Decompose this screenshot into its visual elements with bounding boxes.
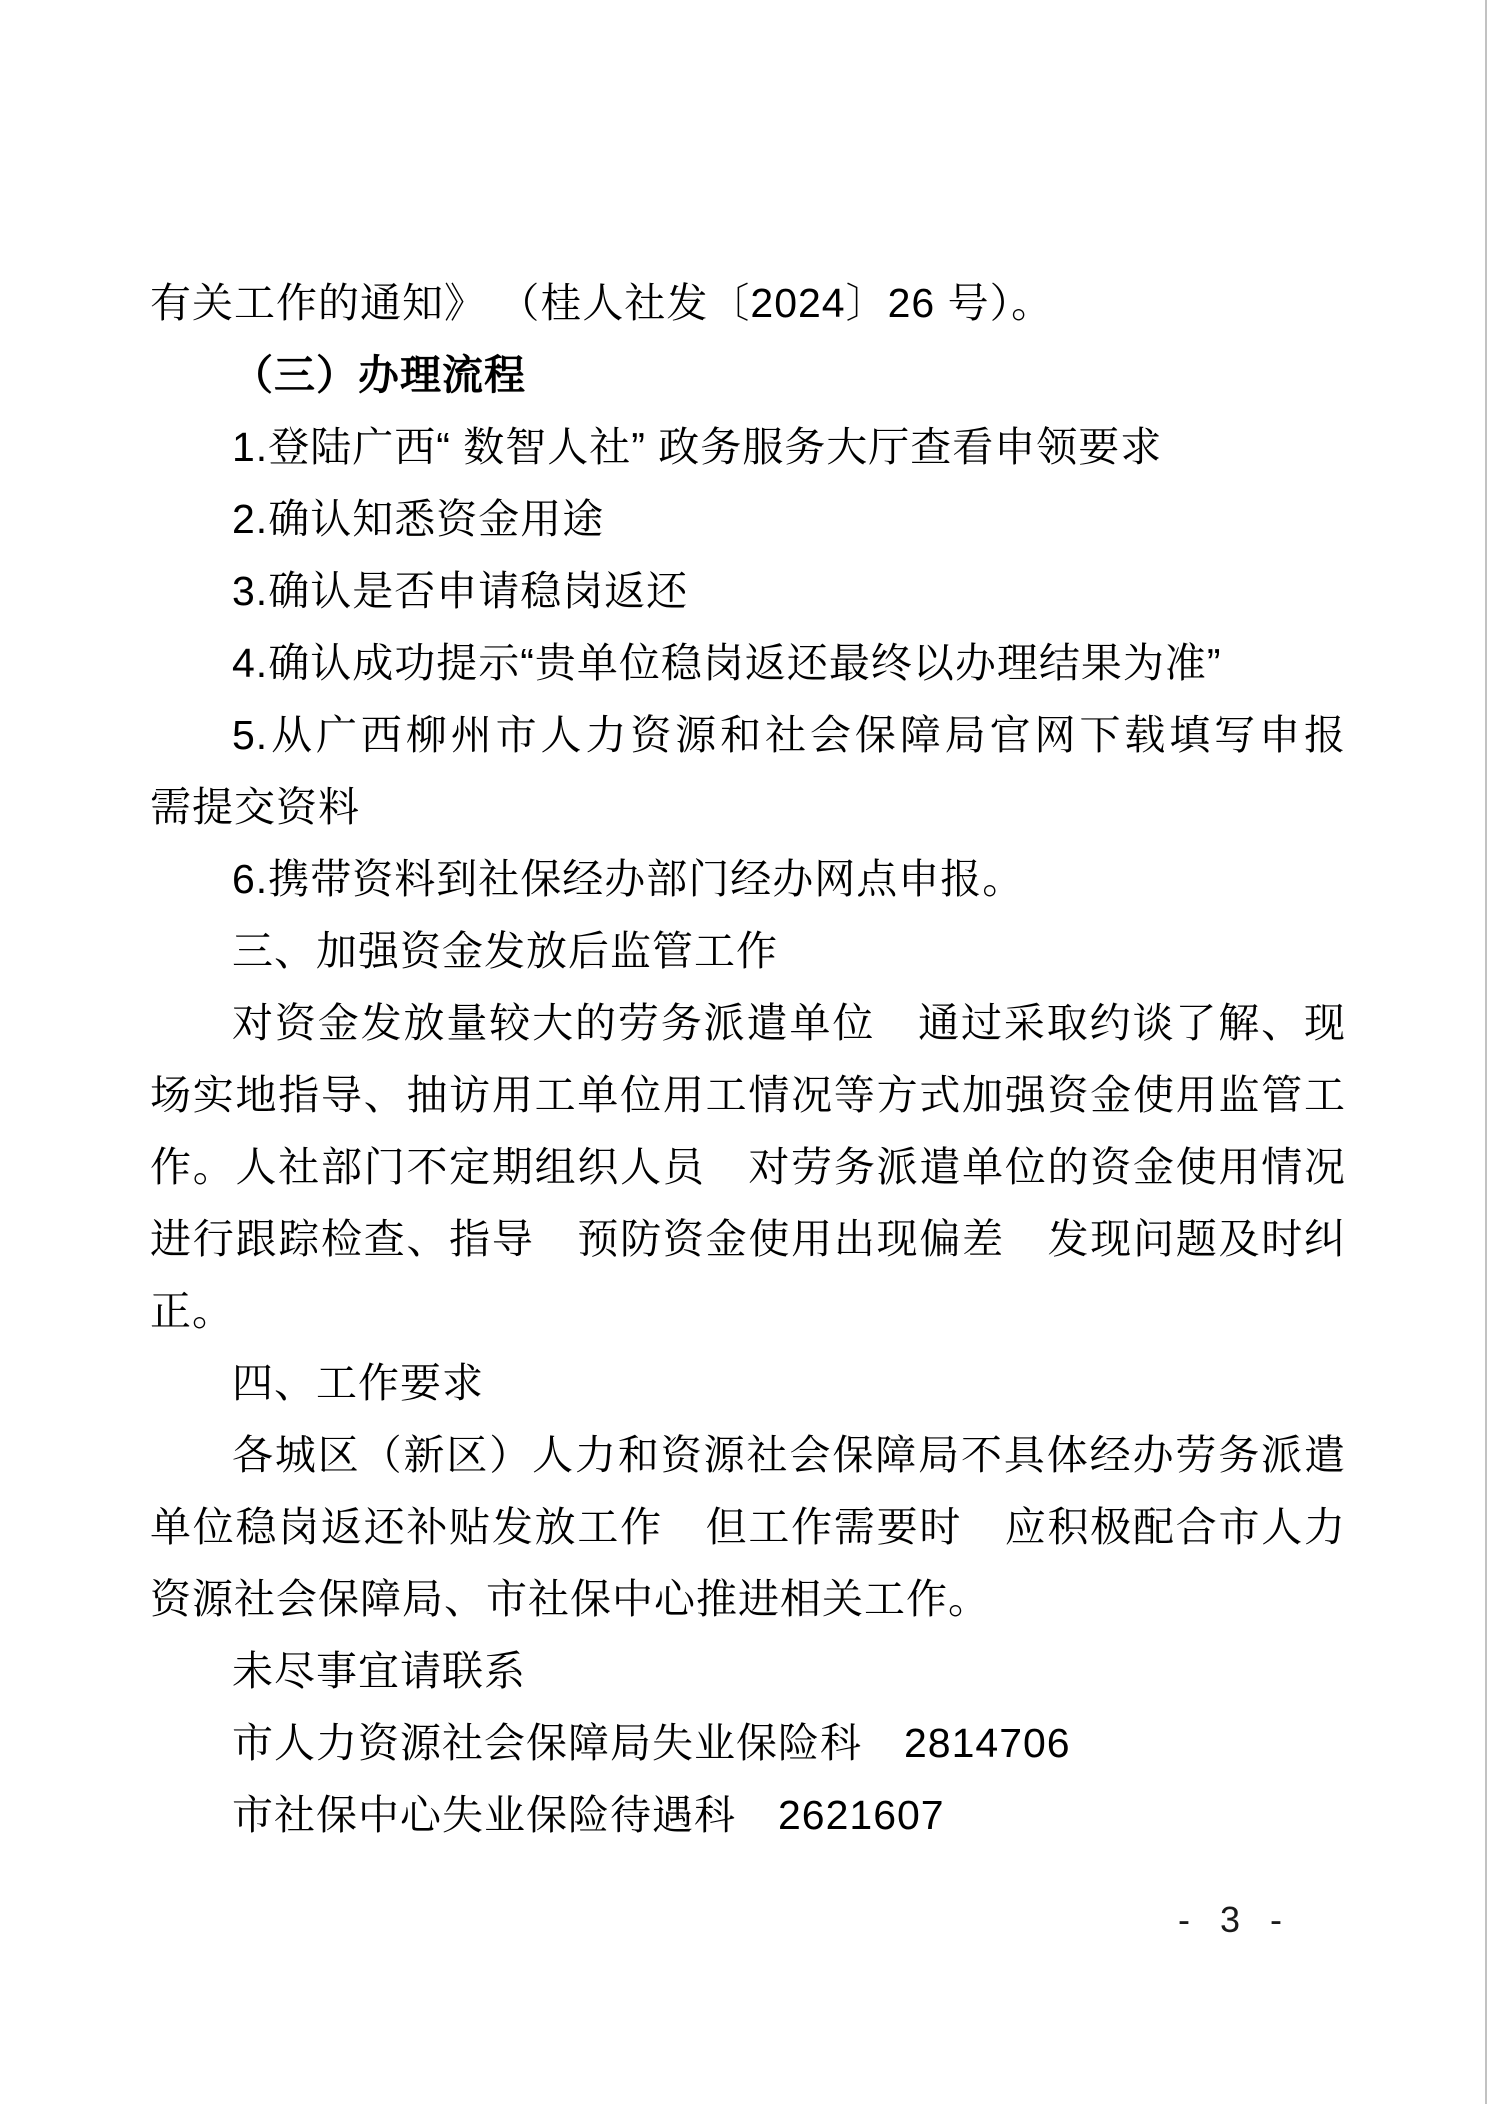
text-line: 1.登陆广西“ 数智人社” 政务服务大厅查看申领要求	[232, 424, 1163, 470]
text-line: 正。	[150, 1288, 234, 1334]
text-line: 各城区（新区）人力和资源社会保障局不具体经办劳务派遣	[232, 1432, 1346, 1478]
text-line: 2.确认知悉资金用途	[232, 496, 605, 542]
text-line: 有关工作的通知》 （桂人社发〔2024〕26 号）。	[150, 280, 1054, 326]
text-line: 5.从广西柳州市人力资源和社会保障局官网下载填写申报	[232, 712, 1346, 758]
text-line: 市人力资源社会保障局失业保险科 2814706	[232, 1720, 1071, 1766]
text-line: 资源社会保障局、市社保中心推进相关工作。	[150, 1576, 990, 1622]
text-line: 市社保中心失业保险待遇科 2621607	[232, 1792, 945, 1838]
text-line: 6.携带资料到社保经办部门经办网点申报。	[232, 856, 1025, 902]
text-line: 作。人社部门不定期组织人员 对劳务派遣单位的资金使用情况	[150, 1144, 1346, 1190]
page-number: - 3 -	[1177, 1899, 1292, 1940]
document-body	[150, 267, 1346, 1851]
text-line: 四、工作要求	[232, 1360, 484, 1406]
text-line: （三）办理流程	[232, 352, 526, 398]
text-line: 场实地指导、抽访用工单位用工情况等方式加强资金使用监管工	[150, 1072, 1346, 1118]
text-line: 未尽事宜请联系	[232, 1648, 526, 1694]
text-line: 对资金发放量较大的劳务派遣单位 通过采取约谈了解、现	[232, 1000, 1346, 1046]
text-line: 需提交资料	[150, 784, 360, 830]
text-line: 三、加强资金发放后监管工作	[232, 928, 778, 974]
text-line: 3.确认是否申请稳岗返还	[232, 568, 689, 614]
text-line: 单位稳岗返还补贴发放工作 但工作需要时 应积极配合市人力	[150, 1504, 1346, 1550]
text-line: 4.确认成功提示“贵单位稳岗返还最终以办理结果为准”	[232, 640, 1222, 686]
text-line: 进行跟踪检查、指导 预防资金使用出现偏差 发现问题及时纠	[150, 1216, 1346, 1262]
